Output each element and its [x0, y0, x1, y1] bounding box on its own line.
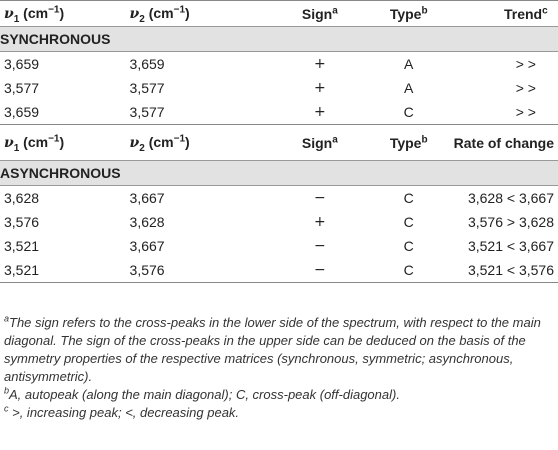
header-row-async	[0, 125, 558, 161]
table-row: 3,577 3,577 + A > >	[4, 80, 536, 96]
table-row: 3,659 3,577 + C > >	[4, 104, 536, 120]
table-row: 3,659 3,659 + A > >	[4, 56, 536, 72]
table-row: 3,521 3,667 − C 3,521 < 3,667	[4, 238, 554, 254]
header-nu1: $\nu_1$ $(cm^{-1})$	[4, 4, 65, 25]
header-nu1: $\nu_1$ $(cm^{-1})$	[4, 133, 65, 154]
header-nu2: $\nu_2$ $(cm^{-1})$	[129, 133, 190, 154]
header-sign: Sign$^a$	[301, 4, 338, 22]
header-row-sync	[0, 1, 558, 27]
footnotes	[4, 314, 554, 422]
header-type: Type$^b$	[389, 133, 428, 151]
header-sign: Sign$^a$	[301, 133, 338, 151]
header-nu2: $\nu_2$ $(cm^{-1})$	[129, 4, 190, 25]
table-row: 3,576 3,628 + C 3,576 > 3,628	[4, 214, 554, 230]
table-row: 3,628 3,667 − C 3,628 < 3,667	[4, 190, 554, 206]
footnote-c: $^c$ >, increasing peak; <, decreasing peak.	[4, 403, 240, 420]
header-trend: Trend$^c$	[503, 4, 548, 22]
footnote-a: $^a$The sign refers to the cross-peaks in the lower side of the spectrum, with respect to the main diagonal. The sign of the cross-peaks in the upper side can be deduced on the basis of the symmetry properties of the respective matrices (synchronous, symmetric; asynchronous, antisymmetric).	[4, 313, 541, 384]
section-synchronous: SYNCHRONOUS	[0, 27, 558, 52]
table-row: 3,521 3,576 − C 3,521 < 3,576	[0, 258, 558, 283]
section-asynchronous: ASYNCHRONOUS	[0, 161, 558, 186]
header-rate-of-change: Rate of change	[453, 134, 554, 151]
footnote-b: $^b$A, autopeak (along the main diagonal); C, cross-peak (off-diagonal).	[4, 385, 400, 402]
header-type: Type$^b$	[389, 4, 428, 22]
